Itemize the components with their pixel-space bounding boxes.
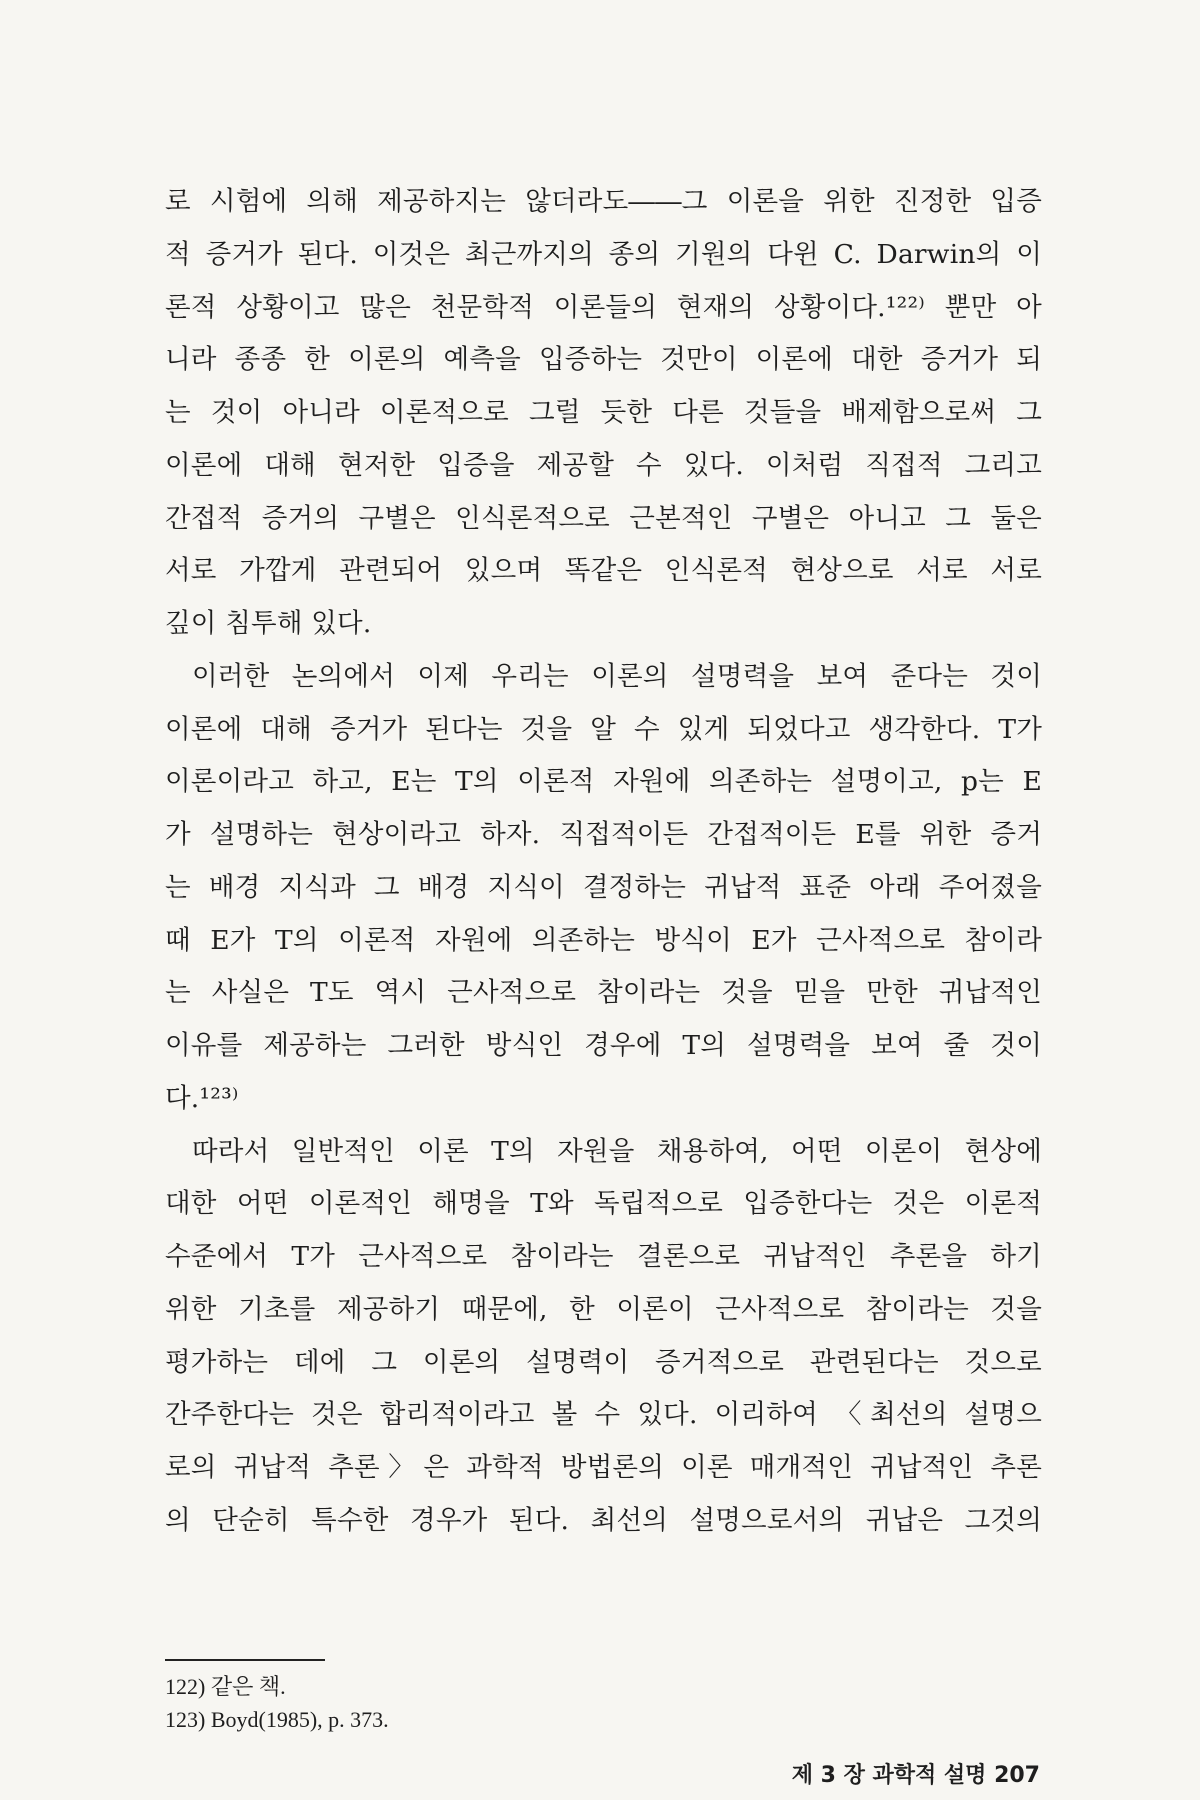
- text-line: 적 증거가 된다. 이것은 최근까지의 종의 기원의 다윈 C. Darwin의 이: [165, 238, 1042, 270]
- text-line: 간주한다는 것은 합리적이라고 볼 수 있다. 이리하여 〈최선의 설명으: [165, 1399, 1042, 1431]
- text-line: 깊이 침투해 있다.: [165, 608, 372, 639]
- footnotes: [165, 1670, 389, 1736]
- text-line: 간접적 증거의 구별은 인식론적으로 근본적인 구별은 아니고 그 둘은: [165, 502, 1042, 534]
- running-footer: 제 3 장 과학적 설명 207: [791, 1763, 1040, 1788]
- text-line: 로의 귀납적 추론〉은 과학적 방법론의 이론 매개적인 귀납적인 추론: [165, 1452, 1042, 1483]
- text-line: 니라 종종 한 이론의 예측을 입증하는 것만이 이론에 대한 증거가 되: [165, 344, 1042, 376]
- text-line: 이론에 대해 증거가 된다는 것을 알 수 있게 되었다고 생각한다. T가: [165, 713, 1042, 745]
- text-line: 대한 어떤 이론적인 해명을 T와 독립적으로 입증한다는 것은 이론적: [165, 1188, 1042, 1220]
- text-line: 평가하는 데에 그 이론의 설명력이 증거적으로 관련된다는 것으로: [165, 1346, 1042, 1378]
- text-line: 가 설명하는 현상이라고 하자. 직접적이든 간접적이든 E를 위한 증거: [165, 819, 1042, 850]
- text-line: 때 E가 T의 이론적 자원에 의존하는 방식이 E가 근사적으로 참이라: [165, 924, 1042, 956]
- text-line: 다.¹²³⁾: [165, 1082, 239, 1114]
- text-line: 는 배경 지식과 그 배경 지식이 결정하는 귀납적 표준 아래 주어졌을: [165, 871, 1042, 903]
- text-line: 로 시험에 의해 제공하지는 않더라도――그 이론을 위한 진정한 입증: [165, 186, 1042, 217]
- text-line: 수준에서 T가 근사적으로 참이라는 결론으로 귀납적인 추론을 하기: [165, 1241, 1042, 1272]
- text-line: 이유를 제공하는 그러한 방식인 경우에 T의 설명력을 보여 줄 것이: [165, 1030, 1042, 1061]
- text-line: 이러한 논의에서 이제 우리는 이론의 설명력을 보여 준다는 것이: [192, 660, 1042, 692]
- text-line: 따라서 일반적인 이론 T의 자원을 채용하여, 어떤 이론이 현상에: [192, 1135, 1042, 1167]
- footnote-122: 122) 같은 책.: [165, 1674, 286, 1699]
- text-line: 는 사실은 T도 역시 근사적으로 참이라는 것을 믿을 만한 귀납적인: [165, 977, 1042, 1009]
- text-line: 서로 가깝게 관련되어 있으며 똑같은 인식론적 현상으로 서로 서로: [165, 555, 1042, 587]
- footnote-123: 123) Boyd(1985), p. 373.: [165, 1707, 389, 1732]
- text-line: 위한 기초를 제공하기 때문에, 한 이론이 근사적으로 참이라는 것을: [165, 1293, 1042, 1325]
- text-line: 의 단순히 특수한 경우가 된다. 최선의 설명으로서의 귀납은 그것의: [165, 1504, 1042, 1536]
- text-line: 론적 상황이고 많은 천문학적 이론들의 현재의 상황이다.¹²²⁾ 뿐만 아: [165, 291, 1042, 323]
- text-line: 이론이라고 하고, E는 T의 이론적 자원에 의존하는 설명이고, p는 E: [165, 766, 1042, 798]
- footnote-divider: [165, 1659, 325, 1661]
- text-line: 는 것이 아니라 이론적으로 그럴 듯한 다른 것들을 배제함으로써 그: [165, 397, 1042, 428]
- text-line: 이론에 대해 현저한 입증을 제공할 수 있다. 이처럼 직접적 그리고: [165, 449, 1042, 481]
- body-text: [165, 176, 1042, 1548]
